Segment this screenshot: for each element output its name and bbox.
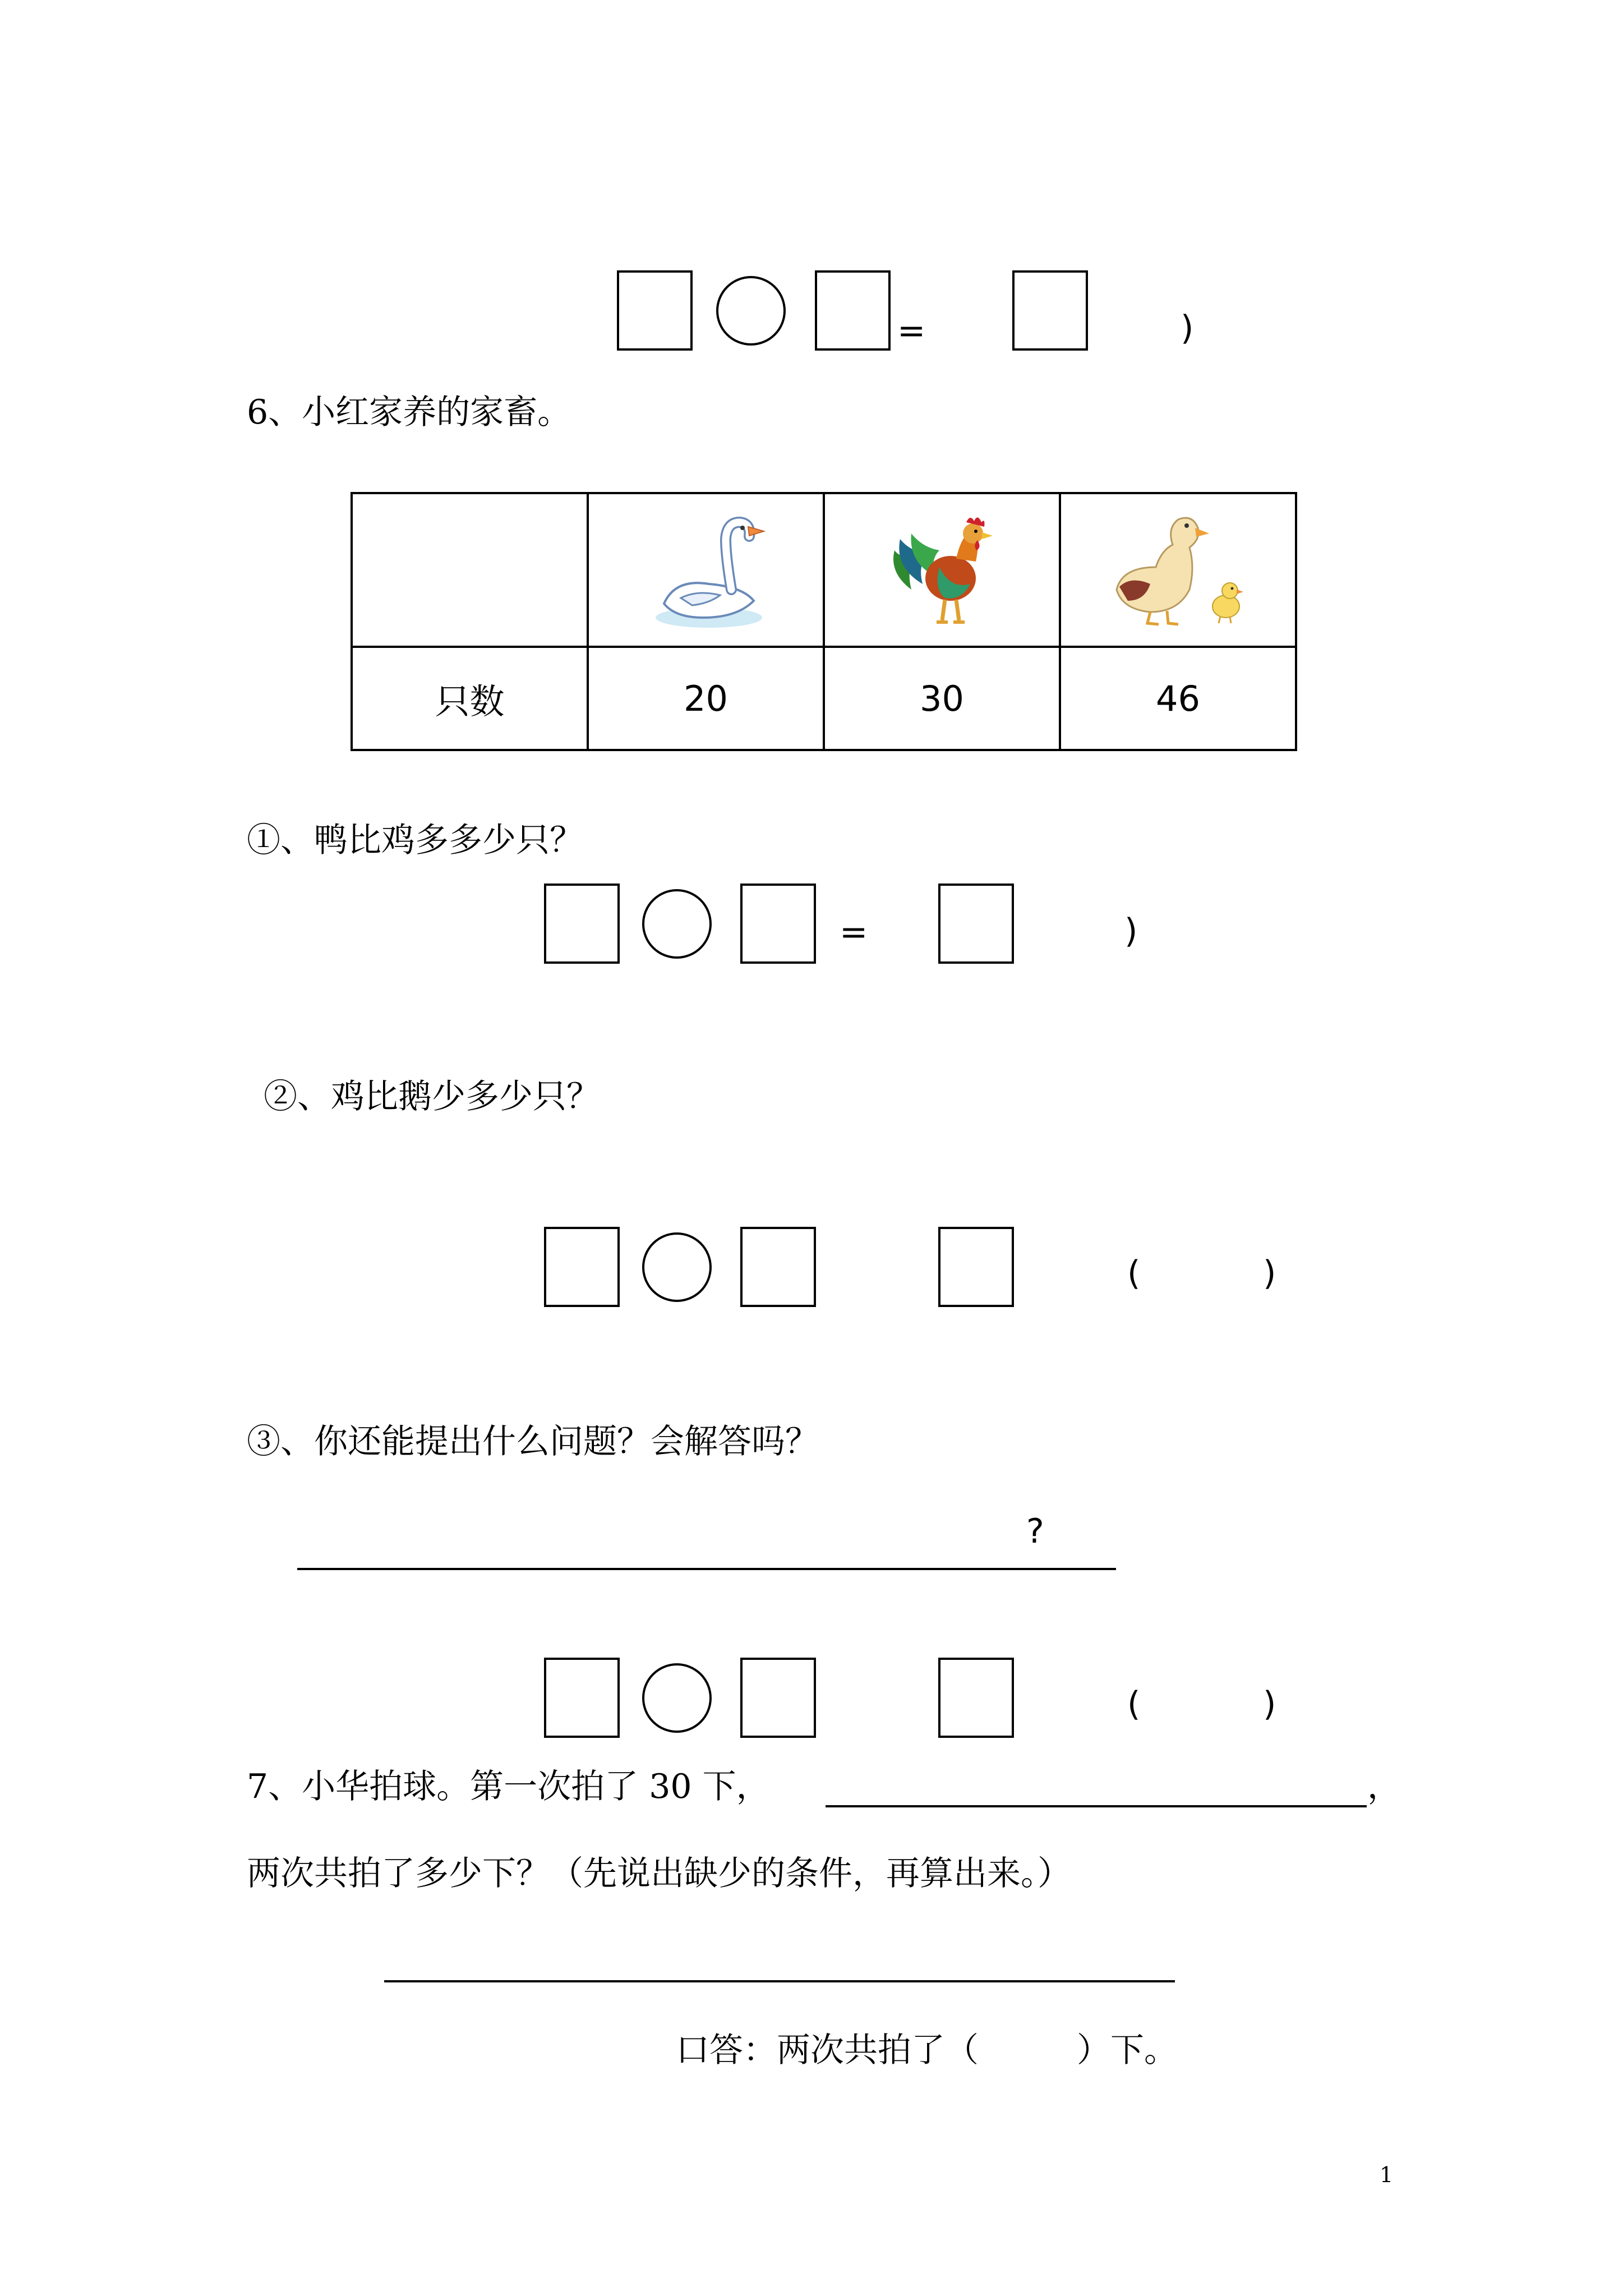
table-header-duck bbox=[1060, 493, 1296, 647]
equals-sign: = bbox=[840, 913, 868, 952]
answer-box[interactable] bbox=[544, 1227, 620, 1307]
calculation-line[interactable] bbox=[384, 1980, 1175, 1982]
answer-box[interactable] bbox=[740, 1658, 816, 1738]
open-paren: ( bbox=[1127, 1254, 1141, 1293]
oral-answer-suffix: ）下。 bbox=[1077, 2031, 1178, 2070]
operator-circle[interactable] bbox=[642, 889, 712, 959]
table-header-rooster bbox=[824, 493, 1060, 647]
answer-box[interactable] bbox=[544, 1658, 620, 1738]
open-paren: ( bbox=[1127, 1685, 1141, 1724]
answer-box[interactable] bbox=[938, 1227, 1014, 1307]
question-mark: ? bbox=[1026, 1512, 1044, 1551]
row-label: 只数 bbox=[352, 647, 588, 750]
oral-answer-prefix: 口答：两次共拍了（ bbox=[676, 2031, 979, 2070]
subquestion-3: ③、你还能提出什么问题？会解答吗？ bbox=[247, 1422, 819, 1461]
close-paren: ) bbox=[1263, 1685, 1276, 1724]
answer-box[interactable] bbox=[544, 884, 620, 964]
question-7-line-2: 两次共拍了多少下？（先说出缺少的条件，再算出来。） bbox=[247, 1854, 1071, 1893]
livestock-table bbox=[351, 492, 1297, 751]
comma: ， bbox=[1367, 1767, 1401, 1806]
rooster-icon bbox=[825, 505, 1059, 634]
count-goose: 20 bbox=[588, 647, 824, 750]
answer-box[interactable] bbox=[740, 884, 816, 964]
count-duck: 46 bbox=[1060, 647, 1296, 750]
missing-condition-line[interactable] bbox=[826, 1805, 1367, 1807]
answer-box[interactable] bbox=[617, 270, 693, 351]
answer-box[interactable] bbox=[815, 270, 891, 351]
close-paren: ) bbox=[1181, 309, 1194, 348]
answer-box[interactable] bbox=[740, 1227, 816, 1307]
subquestion-1: ①、鸭比鸡多多少只？ bbox=[247, 821, 583, 860]
equals-sign: = bbox=[897, 311, 926, 351]
question-7-line-1: 7、小华拍球。第一次拍了 30 下， bbox=[247, 1767, 770, 1806]
answer-line[interactable] bbox=[297, 1568, 1116, 1570]
answer-box[interactable] bbox=[938, 884, 1014, 964]
goose-icon bbox=[589, 505, 823, 634]
question-6-heading: 6、小红家养的家畜。 bbox=[247, 393, 571, 432]
page-number: 1 bbox=[1380, 2162, 1394, 2187]
operator-circle[interactable] bbox=[642, 1232, 712, 1302]
answer-box[interactable] bbox=[938, 1658, 1014, 1738]
count-rooster: 30 bbox=[824, 647, 1060, 750]
operator-circle[interactable] bbox=[642, 1663, 712, 1733]
table-header-goose bbox=[588, 493, 824, 647]
answer-box[interactable] bbox=[1012, 270, 1088, 351]
operator-circle[interactable] bbox=[716, 276, 786, 346]
subquestion-2: ②、鸡比鹅少多少只？ bbox=[264, 1077, 600, 1116]
close-paren: ) bbox=[1263, 1254, 1276, 1293]
table-header-empty bbox=[352, 493, 588, 647]
close-paren: ) bbox=[1124, 912, 1138, 951]
duck-icon bbox=[1061, 505, 1295, 634]
